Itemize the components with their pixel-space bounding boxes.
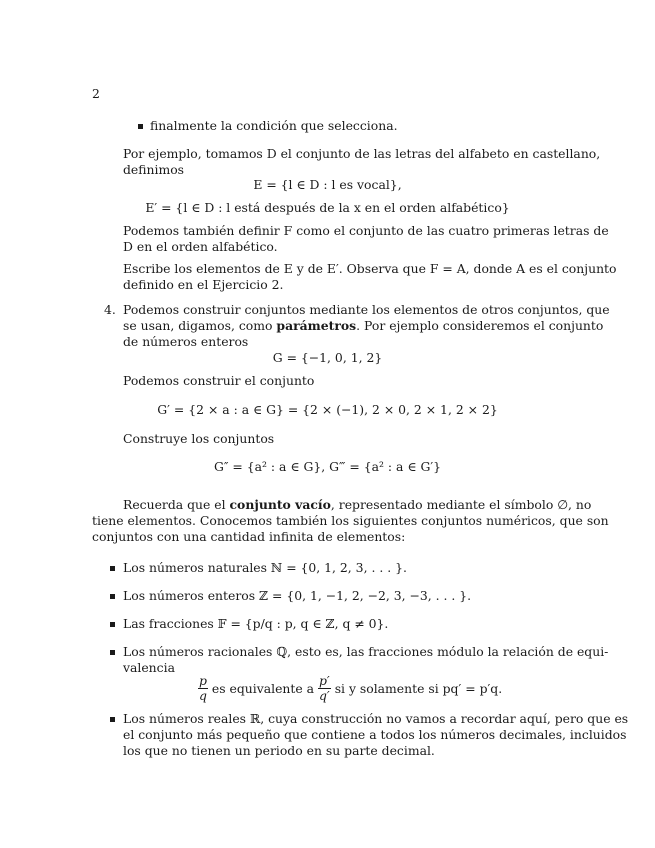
frac-numerator-p: p <box>199 673 207 688</box>
bullet-marker <box>110 650 115 655</box>
racionales-line1: Los números racionales ℚ, esto es, las fracciones módulo la relación de equi- <box>123 644 609 659</box>
recuerda-pre: Recuerda que el <box>123 497 230 512</box>
bullet-marker <box>110 622 115 627</box>
recuerda-post: , representado mediante el símbolo ∅, no <box>330 497 592 512</box>
example-intro-line1: Por ejemplo, tomamos D el conjunto de las letras del alfabeto en castellano, <box>123 146 601 161</box>
equiv-end-text: si y solamente si pq′ = p′q. <box>334 681 503 696</box>
construir-text: Podemos construir el conjunto <box>123 373 315 388</box>
equation-G-double-triple: G″ = {a² : a ∈ G}, G‴ = {a² : a ∈ G′} <box>213 459 442 474</box>
frac-denominator-q: q <box>199 688 207 703</box>
item-number: 4. <box>104 302 116 317</box>
item4-line1: Podemos construir conjuntos mediante los elementos de otros conjuntos, que <box>123 302 610 317</box>
racionales-line2: valencia <box>123 660 175 675</box>
bullet-marker <box>110 717 115 722</box>
bullet-marker <box>138 124 143 129</box>
equation-G-prime: G′ = {2 × a : a ∈ G} = {2 × (−1), 2 × 0, 2 × 1, 2 × 2} <box>157 402 498 417</box>
page-number: 2 <box>92 86 100 101</box>
reales-line1: Los números reales ℝ, cuya construcción no vamos a recordar aquí, pero que es <box>123 711 629 726</box>
define-F-line2: D en el orden alfabético. <box>123 239 278 254</box>
bullet-final-text: finalmente la condición que selecciona. <box>150 118 398 133</box>
equivalence-relation <box>198 674 502 703</box>
fraction-p-q <box>198 674 208 703</box>
construye-text: Construye los conjuntos <box>123 431 275 446</box>
bullet-marker <box>110 594 115 599</box>
fraction-p-prime-q-prime <box>318 674 331 703</box>
recuerda-line3: conjuntos con una cantidad infinita de elementos: <box>92 529 406 544</box>
enteros-item: Los números enteros ℤ = {0, 1, −1, 2, −2, 3, −3, . . . }. <box>123 588 472 603</box>
fracciones-item: Las fracciones 𝔽 = {p/q : p, q ∈ ℤ, q ≠ 0}. <box>123 616 389 631</box>
item4-line3: de números enteros <box>123 334 249 349</box>
reales-line2: el conjunto más pequeño que contiene a todos los números decimales, incluidos <box>123 727 627 742</box>
frac-denominator-q-prime: q′ <box>318 688 330 703</box>
equation-G: G = {−1, 0, 1, 2} <box>272 350 383 365</box>
equation-E: E = {l ∈ D : l es vocal}, <box>253 177 402 192</box>
recuerda-line2: tiene elementos. Conocemos también los siguientes conjuntos numéricos, que son <box>92 513 609 528</box>
bullet-marker <box>110 566 115 571</box>
item4-line2 <box>123 318 603 334</box>
exercise-line1: Escribe los elementos de E y de E′. Observa que F = A, donde A es el conjunto <box>123 261 617 276</box>
define-F-line1: Podemos también definir F como el conjunto de las cuatro primeras letras de <box>123 223 609 238</box>
recuerda-line1 <box>123 497 591 513</box>
exercise-line2: definido en el Ejercicio 2. <box>123 277 284 292</box>
parametros-bold: parámetros <box>276 318 357 333</box>
conjunto-vacio-bold: conjunto vacío <box>229 497 331 512</box>
frac-numerator-p-prime: p′ <box>318 673 330 688</box>
reales-line3: los que no tienen un periodo en su parte decimal. <box>123 743 435 758</box>
equiv-mid-text: es equivalente a <box>211 681 315 696</box>
naturales-item: Los números naturales ℕ = {0, 1, 2, 3, . . . }. <box>123 560 407 575</box>
equation-E-prime: E′ = {l ∈ D : l está después de la x en el orden alfabético} <box>145 200 510 215</box>
item4-line2-pre: se usan, digamos, como <box>123 318 277 333</box>
example-intro-line2: definimos <box>123 162 185 177</box>
item4-line2-post: . Por ejemplo consideremos el conjunto <box>356 318 604 333</box>
